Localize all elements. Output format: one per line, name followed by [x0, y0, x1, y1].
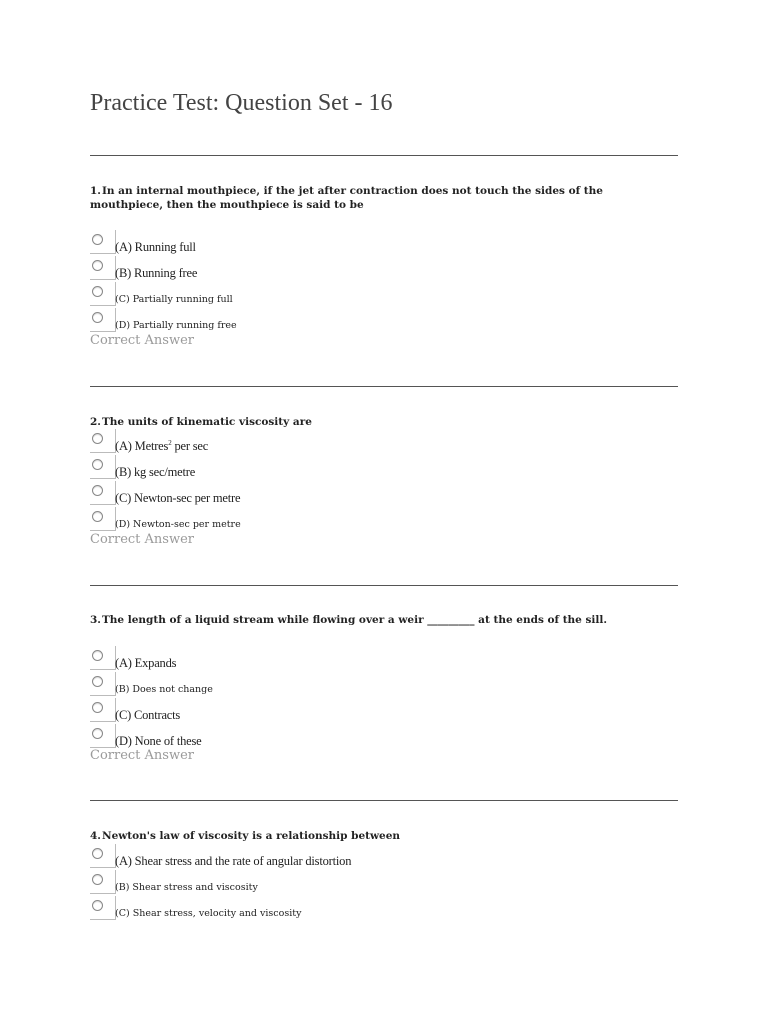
question-body: The units of kinematic viscosity are	[101, 416, 312, 428]
radio-button[interactable]	[92, 260, 103, 271]
question-1-option-a[interactable]	[90, 234, 490, 258]
correct-answer-link[interactable]: Correct Answer	[90, 532, 194, 547]
question-3-option-c[interactable]	[90, 702, 490, 726]
option-label: (C) Partially running full	[115, 294, 233, 305]
radio-underline	[90, 867, 116, 868]
radio-button[interactable]	[92, 433, 103, 444]
option-label: (B) kg sec/metre	[115, 465, 196, 479]
option-label: (A) Expands	[115, 656, 177, 670]
question-2-text	[90, 415, 678, 429]
question-4-option-c[interactable]	[90, 900, 490, 924]
question-number: 3.	[90, 614, 101, 626]
divider	[90, 155, 678, 156]
radio-button[interactable]	[92, 234, 103, 245]
divider	[90, 585, 678, 586]
question-4-text	[90, 829, 678, 843]
radio-button[interactable]	[92, 485, 103, 496]
question-2-option-a[interactable]	[90, 433, 490, 457]
option-label: (B) Shear stress and viscosity	[115, 882, 258, 893]
radio-button[interactable]	[92, 702, 103, 713]
radio-underline	[90, 279, 116, 280]
radio-underline	[90, 452, 116, 453]
radio-underline	[90, 305, 116, 306]
radio-button[interactable]	[92, 728, 103, 739]
radio-button[interactable]	[92, 900, 103, 911]
radio-underline	[90, 478, 116, 479]
question-1-option-c[interactable]	[90, 286, 490, 310]
question-3-option-a[interactable]	[90, 650, 490, 674]
option-label: (A) Running full	[115, 240, 196, 254]
option-label-suffix: per sec	[171, 439, 209, 453]
option-label: (C) Contracts	[115, 708, 181, 722]
radio-underline	[90, 331, 116, 332]
radio-underline	[90, 919, 116, 920]
radio-button[interactable]	[92, 459, 103, 470]
option-label: (D) Newton-sec per metre	[115, 519, 241, 530]
radio-underline	[90, 695, 116, 696]
page-title: Practice Test: Question Set - 16	[90, 90, 393, 116]
option-label: (B) Does not change	[115, 684, 213, 695]
divider	[90, 800, 678, 801]
radio-underline	[90, 721, 116, 722]
option-label: (D) None of these	[115, 734, 202, 748]
divider	[90, 386, 678, 387]
radio-underline	[90, 530, 116, 531]
question-2-option-b[interactable]	[90, 459, 490, 483]
question-1-option-b[interactable]	[90, 260, 490, 284]
option-label: (B) Running free	[115, 266, 198, 280]
option-label: (C) Shear stress, velocity and viscosity	[115, 908, 302, 919]
option-label: (C) Newton-sec per metre	[115, 491, 241, 505]
question-4-option-b[interactable]	[90, 874, 490, 898]
option-label: (D) Partially running free	[115, 320, 237, 331]
question-2-option-c[interactable]	[90, 485, 490, 509]
radio-button[interactable]	[92, 848, 103, 859]
radio-underline	[90, 253, 116, 254]
radio-button[interactable]	[92, 874, 103, 885]
radio-button[interactable]	[92, 676, 103, 687]
correct-answer-link[interactable]: Correct Answer	[90, 748, 194, 763]
radio-button[interactable]	[92, 286, 103, 297]
question-body: In an internal mouthpiece, if the jet after contraction does not touch the sides of the mouthpiece, then the mouthpiece is said to be	[90, 185, 603, 211]
radio-button[interactable]	[92, 312, 103, 323]
option-label: (A) Shear stress and the rate of angular distortion	[115, 854, 352, 868]
radio-button[interactable]	[92, 650, 103, 661]
question-1-text	[90, 184, 678, 212]
question-number: 4.	[90, 830, 101, 842]
radio-underline	[90, 504, 116, 505]
option-label	[115, 439, 208, 454]
superscript: 2	[168, 438, 172, 447]
radio-button[interactable]	[92, 511, 103, 522]
radio-underline	[90, 669, 116, 670]
question-body: The length of a liquid stream while flowing over a weir _________ at the ends of the sill.	[101, 614, 608, 626]
question-3-option-b[interactable]	[90, 676, 490, 700]
radio-underline	[90, 893, 116, 894]
question-body: Newton's law of viscosity is a relationship between	[101, 830, 401, 842]
option-label-main: (A) Metres	[115, 439, 169, 453]
question-4-option-a[interactable]	[90, 848, 490, 872]
correct-answer-link[interactable]: Correct Answer	[90, 333, 194, 348]
question-number: 2.	[90, 416, 101, 428]
question-3-text	[90, 613, 678, 627]
question-number: 1.	[90, 185, 101, 197]
